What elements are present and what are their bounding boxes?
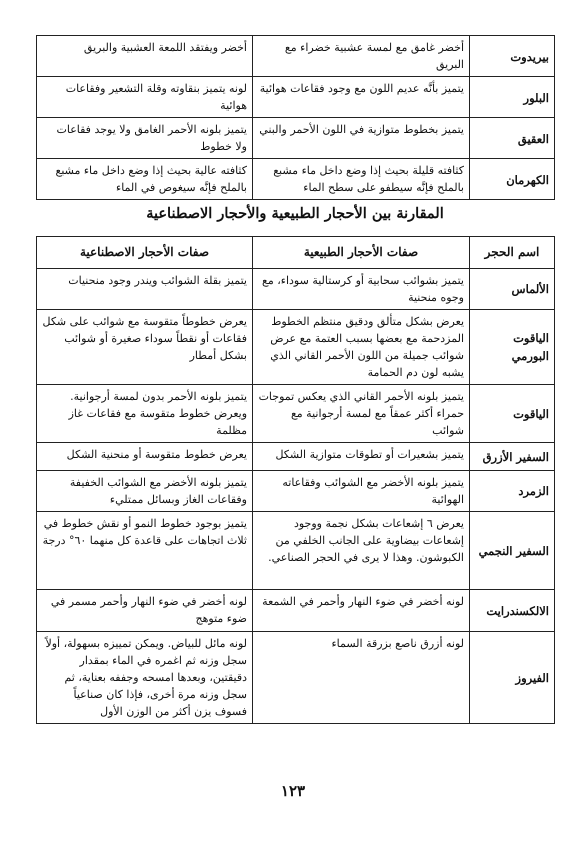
natural-traits: أخضر غامق مع لمسة عشبية خضراء مع البريق: [253, 36, 470, 77]
table-row: [37, 268, 555, 309]
table-row: [37, 470, 555, 511]
stone-name: بيريدوت: [470, 36, 555, 77]
natural-traits: يعرض ٦ إشعاعات بشكل نجمة ووجود إشعاعات بيضاوية على الجانب الخلفي من الكبوشون. وهذا لا يرى في الحجر الصناعي.: [253, 511, 470, 589]
stone-name: الياقوت: [470, 384, 555, 442]
header-stone-name: اسم الحجر: [470, 237, 555, 269]
comparison-table-continued: [36, 35, 555, 200]
table-row: [37, 589, 555, 631]
stone-name: العقيق: [470, 118, 555, 159]
stone-name: الزمرد: [470, 470, 555, 511]
artificial-traits: كثافته عالية بحيث إذا وضع داخل ماء مشبع بالملح فإنَّه سيغوص في الماء: [37, 159, 253, 200]
stone-name: الألماس: [470, 268, 555, 309]
comparison-table: [36, 236, 555, 724]
table-row: [37, 384, 555, 442]
table-row: [37, 631, 555, 723]
stone-name: الكهرمان: [470, 159, 555, 200]
page-number: ١٢٣: [280, 782, 306, 800]
stone-name: السفير الأزرق: [470, 443, 555, 471]
artificial-traits: يتميز بلونه الأخضر مع الشوائب الخفيفة وفقاعات الغاز وبسائل ممتليء: [37, 470, 253, 511]
artificial-traits: يتميز بقلة الشوائب ويندر وجود منحنيات: [37, 268, 253, 309]
artificial-traits: لونه مائل للبياض. ويمكن تمييزه بسهولة، أولاً سجل وزنه ثم اغمره في الماء بمقدار دقيقتين، وبعدها امسحه وجففه بعناية، ثم سجل وزنه مرة أخرى، فإذا كان صناعياً فسوف يزن أكثر من الوزن الأول: [37, 631, 253, 723]
artificial-traits: يتميز بلونه الأحمر الغامق ولا يوجد فقاعات ولا خطوط: [37, 118, 253, 159]
artificial-traits: يعرض خطوطاً متقوسة مع شوائب على شكل فقاعات أو نقطاً سوداء صغيرة أو شوائب بشكل أمطار: [37, 309, 253, 384]
artificial-traits: أخضر ويفتقد اللمعة العشبية والبريق: [37, 36, 253, 77]
artificial-traits: يتميز بوجود خطوط النمو أو نقش خطوط في ثلاث اتجاهات على قاعدة كل منهما ٦٠° درجة: [37, 511, 253, 589]
stone-name: البلور: [470, 77, 555, 118]
natural-traits: يعرض بشكل متألق ودقيق منتظم الخطوط المزدحمة مع بعضها بسبب العتمة مع عرض شوائب جميلة من اللون الأحمر القاني الذي يشبه لون دم الحمامة: [253, 309, 470, 384]
artificial-traits: يتميز بلونه الأحمر بدون لمسة أرجوانية. ويعرض خطوط متقوسة مع فقاعات غاز مظلمة: [37, 384, 253, 442]
table-row: [37, 309, 555, 384]
natural-traits: يتميز بلونه الأحمر القاني الذي يعكس تموجات حمراء أكثر عمقاً مع لمسة أرجوانية مع شوائب: [253, 384, 470, 442]
stone-name: الفيروز: [470, 631, 555, 723]
artificial-traits: لونه يتميز بنقاوته وقلة التشعير وفقاعات هوائية: [37, 77, 253, 118]
natural-traits: لونه أزرق ناصع بزرقة السماء: [253, 631, 470, 723]
natural-traits: يتميز بشوائب سحابية أو كرستالية سوداء، مع وجوه منحنية: [253, 268, 470, 309]
table-row: [37, 511, 555, 589]
stone-name: السفير النجمي: [470, 511, 555, 589]
table-header-row: [37, 237, 555, 269]
table-row: [37, 77, 555, 118]
natural-traits: لونه أخضر في ضوء النهار وأحمر في الشمعة: [253, 589, 470, 631]
stone-name: الالكسندرايت: [470, 589, 555, 631]
section-title: المقارنة بين الأحجار الطبيعية والأحجار الاصطناعية: [146, 205, 444, 222]
artificial-traits: لونه أخضر في ضوء النهار وأحمر مسمر في ضوء متوهج: [37, 589, 253, 631]
table-row: [37, 443, 555, 471]
table-row: [37, 118, 555, 159]
artificial-traits: يعرض خطوط متقوسة أو منحنية الشكل: [37, 443, 253, 471]
header-natural-traits: صفات الأحجار الطبيعية: [253, 237, 470, 269]
natural-traits: يتميز بشعيرات أو تطوقات متوازية الشكل: [253, 443, 470, 471]
header-artificial-traits: صفات الأحجار الاصطناعية: [37, 237, 253, 269]
natural-traits: يتميز بلونه الأخضر مع الشوائب وفقاعاته الهوائية: [253, 470, 470, 511]
natural-traits: يتميز بأنَّه عديم اللون مع وجود فقاعات هوائية: [253, 77, 470, 118]
natural-traits: يتميز بخطوط متوازية في اللون الأحمر والبني: [253, 118, 470, 159]
stone-name: الياقوت البورمي: [470, 309, 555, 384]
natural-traits: كثافته قليلة بحيث إذا وضع داخل ماء مشبع بالملح فإنَّه سيطفو على سطح الماء: [253, 159, 470, 200]
table-row: [37, 36, 555, 77]
table-row: [37, 159, 555, 200]
